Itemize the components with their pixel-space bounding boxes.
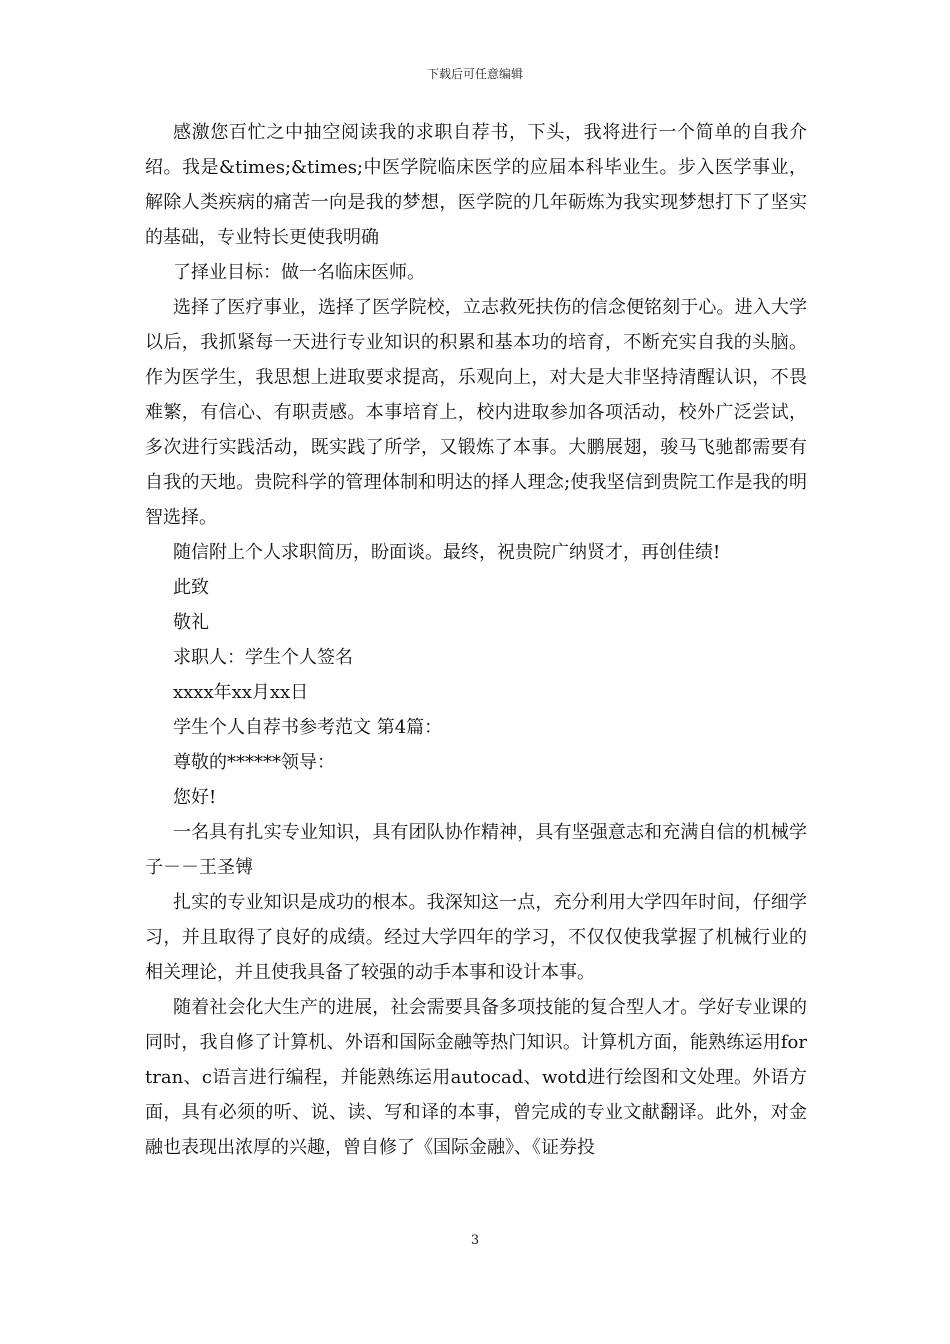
paragraph-professional-knowledge: 扎实的专业知识是成功的根本。我深知这一点，充分利用大学四年时间，仔细学习，并且取得了良好的成绩。经过大学四年的学习，不仅仅使我掌握了机械行业的相关理论，并且使我具备了较强的动手本事和设计本事。 <box>145 892 807 983</box>
applicant-signature: 求职人：学生个人签名 <box>173 647 353 668</box>
document-body <box>145 115 807 1165</box>
page-header: 下载后可任意编辑 <box>426 67 523 81</box>
greeting-leader: 尊敬的******领导： <box>173 752 335 773</box>
salutation-cizhi: 此致 <box>173 577 209 598</box>
paragraph-skills: 随着社会化大生产的进展，社会需要具备多项技能的复合型人才。学好专业课的同时，我自修了计算机、外语和国际金融等热门知识。计算机方面，能熟练运用fortran、c语言进行编程，并能熟练运用autocad、wotd进行绘图和文处理。外语方面，具有必须的听、说、读、写和译的本事，曾完成的专业文献翻译。此外，对金融也表现出浓厚的兴趣，曾自修了《国际金融》、《证券投 <box>145 997 807 1158</box>
paragraph-career-goal: 了择业目标：做一名临床医师。 <box>173 262 425 283</box>
section-heading: 学生个人自荐书参考范文 第4篇： <box>173 717 443 738</box>
paragraph-self-introduction: 感激您百忙之中抽空阅读我的求职自荐书，下头，我将进行一个简单的自我介绍。我是&times;&times;中医学院临床医学的应届本科毕业生。步入医学事业，解除人类疾病的痛苦一向是我的梦想，医学院的几年砺炼为我实现梦想打下了坚实的基础，专业特长更使我明确 <box>145 122 807 248</box>
paragraph-closing-wish: 随信附上个人求职简历，盼面谈。最终，祝贵院广纳贤才，再创佳绩! <box>173 542 721 563</box>
page-number: 3 <box>470 1233 480 1248</box>
letter-date: xxxx年xx月xx日 <box>173 682 309 703</box>
greeting-hello: 您好! <box>173 787 217 808</box>
paragraph-intro-statement: 一名具有扎实专业知识，具有团队协作精神，具有坚强意志和充满自信的机械学子－－王圣镈 <box>145 822 807 878</box>
paragraph-medical-career: 选择了医疗事业，选择了医学院校，立志救死扶伤的信念便铭刻于心。进入大学以后，我抓紧每一天进行专业知识的积累和基本功的培育，不断充实自我的头脑。作为医学生，我思想上进取要求提高，乐观向上，对大是大非坚持清醒认识，不畏难繁，有信心、有职责感。本事培育上，校内进取参加各项活动，校外广泛尝试，多次进行实践活动，既实践了所学，又锻炼了本事。大鹏展翅，骏马飞驰都需要有自我的天地。贵院科学的管理体制和明达的择人理念;使我坚信到贵院工作是我的明智选择。 <box>145 297 807 528</box>
salutation-jingli: 敬礼 <box>173 612 209 633</box>
